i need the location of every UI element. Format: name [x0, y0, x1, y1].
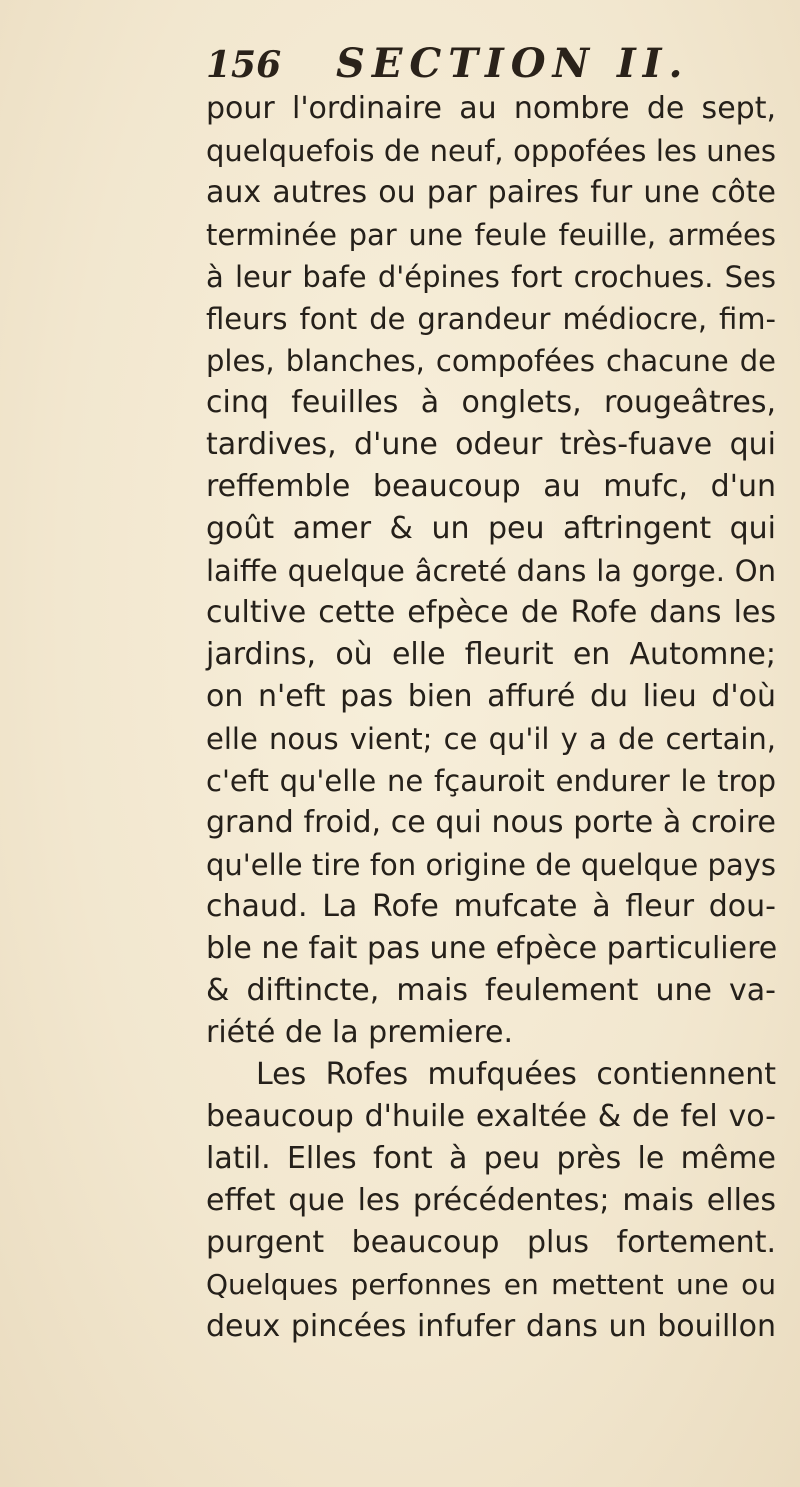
- text-line: pour l'ordinaire au nombre de sept,: [206, 91, 776, 126]
- text-line: ples, blanches, compofées chacune de: [206, 344, 776, 378]
- text-line: c'eft qu'elle ne fçauroit endurer le trop: [206, 764, 776, 798]
- text-line: à leur bafe d'épines fort crochues. Ses: [206, 260, 776, 294]
- text-line: beaucoup d'huile exaltée & de fel vo-: [206, 1099, 776, 1134]
- text-line: goût amer & un peu aftringent qui: [206, 511, 776, 546]
- text-line: ble ne fait pas une efpèce particuliere: [206, 931, 778, 966]
- text-line: chaud. La Rofe mufcate à fleur dou-: [206, 889, 776, 924]
- page-header: [206, 40, 766, 92]
- text-line: elle nous vient; ce qu'il y a de certain,: [206, 722, 776, 756]
- text-line: deux pincées infufer dans un bouillon: [206, 1309, 776, 1344]
- text-line: fleurs font de grandeur médiocre, fim-: [206, 302, 776, 336]
- text-line: jardins, où elle fleurit en Automne;: [206, 637, 776, 672]
- text-line: & diftincte, mais feulement une va-: [206, 973, 776, 1008]
- text-line: qu'elle tire fon origine de quelque pays: [206, 848, 776, 882]
- text-line: on n'eft pas bien affuré du lieu d'où: [206, 679, 776, 714]
- text-line: purgent beaucoup plus fortement.: [206, 1225, 776, 1260]
- text-line: terminée par une feule feuille, armées: [206, 218, 776, 252]
- paragraph-2: [206, 1054, 776, 1348]
- text-line: reffemble beaucoup au mufc, d'un: [206, 469, 776, 504]
- text-line: cinq feuilles à onglets, rougeâtres,: [206, 385, 776, 420]
- text-line: aux autres ou par paires fur une côte: [206, 175, 776, 210]
- text-line: cultive cette efpèce de Rofe dans les: [206, 595, 776, 630]
- text-line: tardives, d'une odeur très-fuave qui: [206, 427, 776, 462]
- paragraph-1: [206, 88, 776, 1054]
- running-title: SECTION II.: [336, 40, 690, 87]
- body-text: [206, 88, 776, 1348]
- text-line: quelquefois de neuf, oppofées les unes: [206, 134, 776, 168]
- text-line: laiffe quelque âcreté dans la gorge. On: [206, 554, 776, 588]
- text-line: riété de la premiere.: [206, 1015, 514, 1050]
- text-line: Les Rofes mufquées contiennent: [256, 1057, 776, 1092]
- text-line: Quelques perfonnes en mettent une ou: [206, 1268, 776, 1301]
- text-line: latil. Elles font à peu près le même: [206, 1141, 776, 1176]
- text-line: effet que les précédentes; mais elles: [206, 1183, 776, 1218]
- text-line: grand froid, ce qui nous porte à croire: [206, 805, 776, 840]
- page-number: 156: [206, 44, 282, 86]
